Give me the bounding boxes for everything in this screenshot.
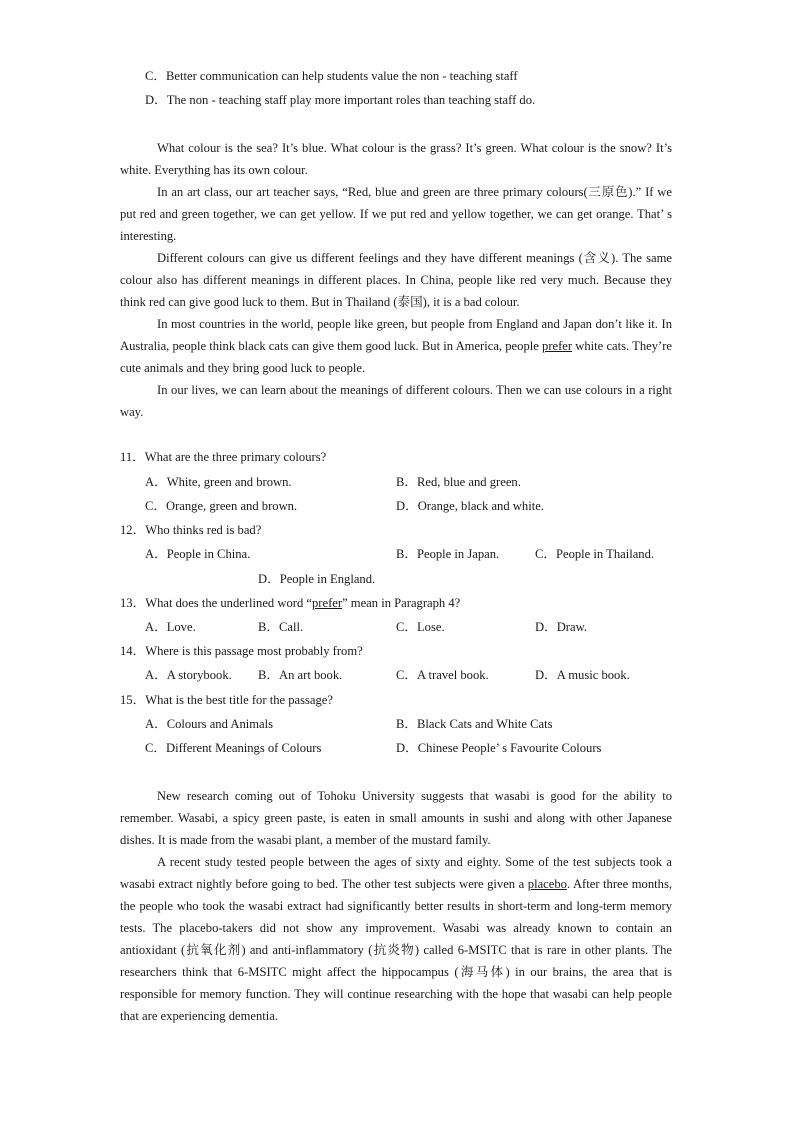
option-a[interactable]: A．White, green and brown. <box>145 475 292 489</box>
passage-colours <box>120 137 672 423</box>
question-stem: 13．What does the underlined word “prefer” mean in Paragraph 4? <box>120 596 461 610</box>
paragraph: In most countries in the world, people like green, but people from England and Japan don’t like it. In Australia, people think black cats can give them good luck. But in America, people prefer white cats. They’re cute animals and they bring good luck to people. <box>120 317 672 375</box>
paragraph: In an art class, our art teacher says, “Red, blue and green are three primary colours(三原色).” If we put red and green together, we can get yellow. If we put red and yellow together, we can get orange. That’ s interesting. <box>120 185 672 243</box>
option-c[interactable]: C．Lose. <box>396 620 445 634</box>
option-d[interactable]: D．A music book. <box>535 668 630 682</box>
underlined-word: placebo <box>527 877 567 891</box>
option-c[interactable]: C．Orange, green and brown. <box>145 499 298 513</box>
option-b[interactable]: B．An art book. <box>258 668 343 682</box>
option-d[interactable]: D．People in England. <box>258 572 376 586</box>
option-a[interactable]: A．Colours and Animals <box>145 717 274 731</box>
option-a[interactable]: A．A storybook. <box>145 668 232 682</box>
option-b[interactable]: B．Red, blue and green. <box>396 475 521 489</box>
passage-wasabi <box>120 785 672 1027</box>
option-c[interactable]: C．A travel book. <box>396 668 489 682</box>
paragraph: New research coming out of Tohoku University suggests that wasabi is good for the ability to remember. Wasabi, a spicy green paste, is eaten in small amounts in sushi and along with other Japanese dishes. It is made from the wasabi plant, a member of the mustard family. <box>120 789 672 847</box>
option-a[interactable]: A．People in China. <box>145 547 251 561</box>
underlined-word: prefer <box>312 596 343 610</box>
question-stem: 11．What are the three primary colours? <box>120 450 327 464</box>
underlined-word: prefer <box>542 339 573 353</box>
paragraph: Different colours can give us different feelings and they have different meanings (含义). The same colour also has different meanings in different places. In China, people like red very much. Because they think red can give good luck to them. But in Thailand (泰国), it is a bad colour. <box>120 251 672 309</box>
paragraph: A recent study tested people between the ages of sixty and eighty. Some of the test subjects took a wasabi extract nightly before going to bed. The other test subjects were given a placebo. After three months, the people who took the wasabi extract had significantly better results in short-term and long-term memory tests. The placebo-takers did not show any improvement. Wasabi was already known to contain an antioxidant (抗氧化剂) and anti-inflammatory (抗炎物) called 6-MSITC that is rare in other plants. The researchers think that 6-MSITC might affect the hippocampus (海马体) in our brains, the area that is responsible for memory function. They will continue researching with the hope that wasabi can help people that are experiencing dementia. <box>120 855 673 1023</box>
question-stem: 15．What is the best title for the passage? <box>120 693 333 707</box>
paragraph: In our lives, we can learn about the meanings of different colours. Then we can use colours in a right way. <box>120 383 672 419</box>
question-stem: 12．Who thinks red is bad? <box>120 523 262 537</box>
option-b[interactable]: B．People in Japan. <box>396 547 500 561</box>
option-d[interactable]: D．Orange, black and white. <box>396 499 544 513</box>
prev-option-c: C．Better communication can help students value the non - teaching staff <box>145 69 518 83</box>
option-c[interactable]: C．Different Meanings of Colours <box>145 741 322 755</box>
question-stem: 14．Where is this passage most probably from? <box>120 644 363 658</box>
option-d[interactable]: D．Draw. <box>535 620 587 634</box>
option-a[interactable]: A．Love. <box>145 620 196 634</box>
option-d[interactable]: D．Chinese People’ s Favourite Colours <box>396 741 602 755</box>
option-b[interactable]: B．Call. <box>258 620 304 634</box>
option-b[interactable]: B．Black Cats and White Cats <box>396 717 553 731</box>
option-c[interactable]: C．People in Thailand. <box>535 547 655 561</box>
prev-option-d: D．The non - teaching staff play more important roles than teaching staff do. <box>145 93 536 107</box>
paragraph: What colour is the sea? It’s blue. What colour is the grass? It’s green. What colour is the snow? It’s white. Everything has its own colour. <box>120 141 672 177</box>
